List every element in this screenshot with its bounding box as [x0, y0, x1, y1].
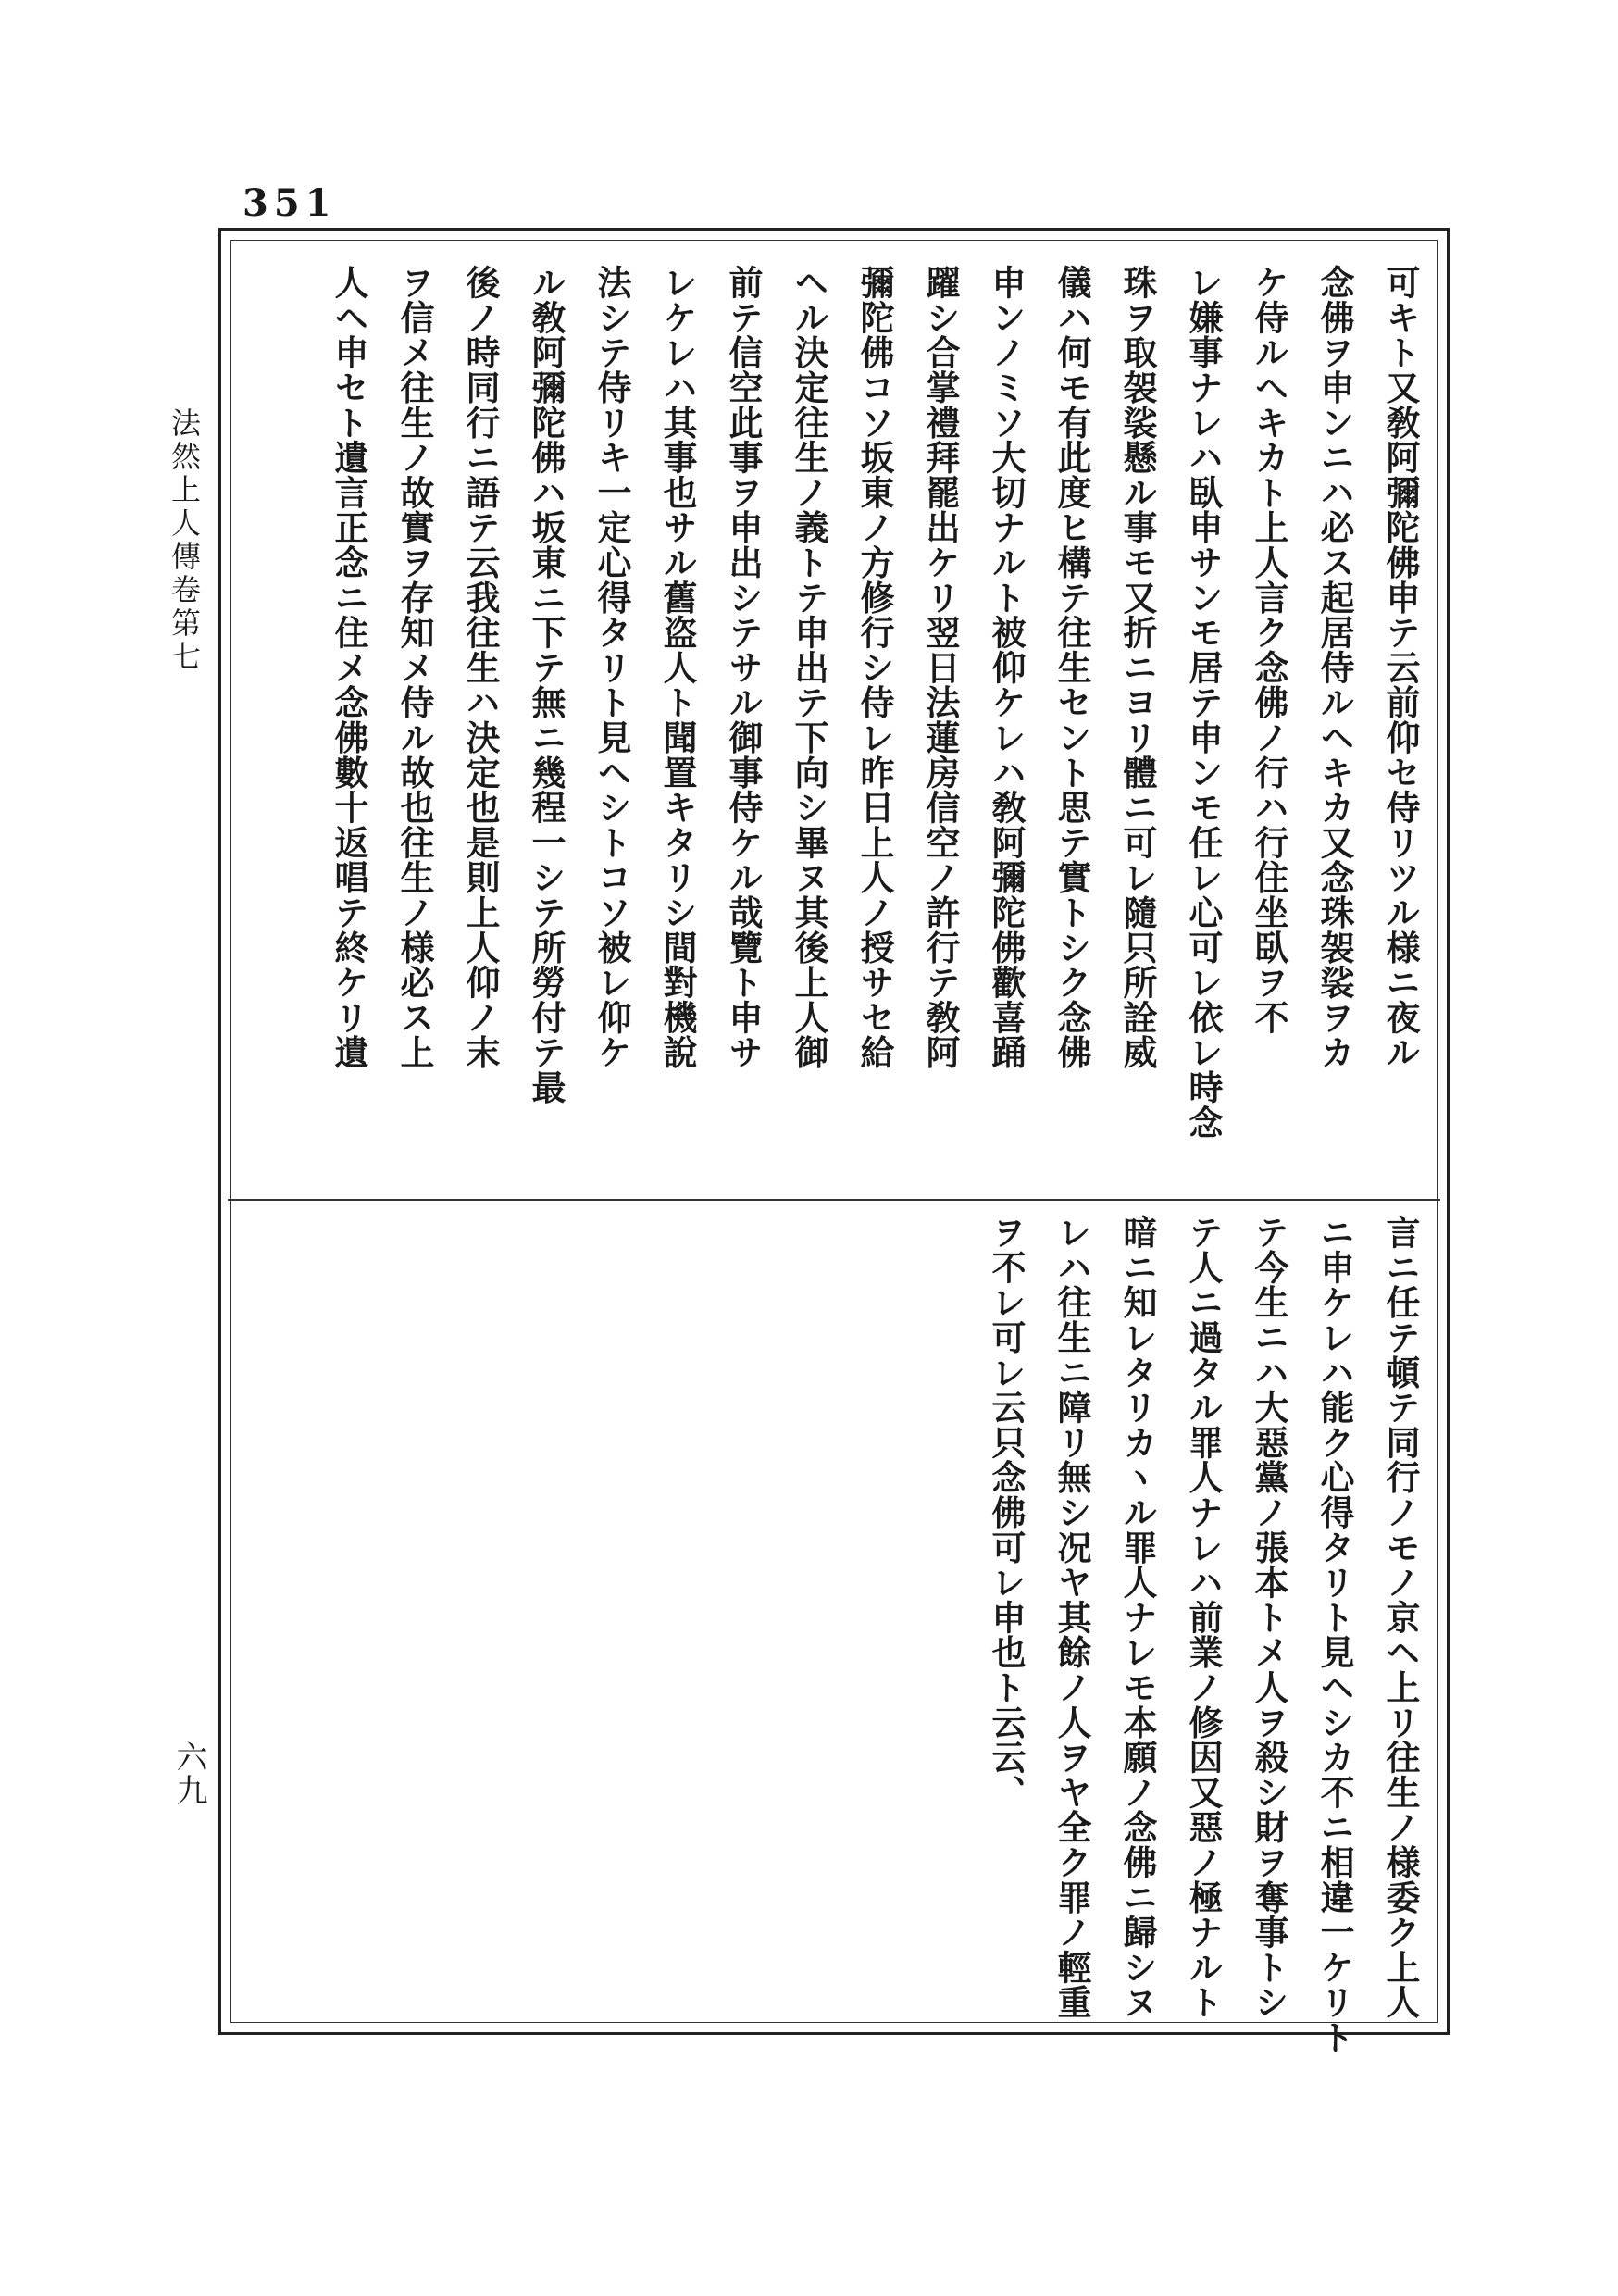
text-column: 言ニ任テ頓テ同行ノモノ京ヘ上リ往生ノ様委ク上人	[1380, 1215, 1421, 2020]
text-column: ニ申ケレハ能ク心得タリト見ヘシカ不ニ相違一ケリト	[1314, 1215, 1355, 2055]
text-column: テ人ニ過タル罪人ナレハ前業ノ修因又惡ノ極ナルト	[1183, 1215, 1224, 2020]
folio-number: 六九	[170, 1741, 207, 1807]
text-column: ケ侍ルヘキカト上人言ク念佛ノ行ハ行住坐臥ヲ不	[1249, 265, 1289, 1035]
upper-text-block	[239, 265, 1433, 1181]
text-column: ヲ信メ往生ノ故實ヲ存知メ侍ル故也往生ノ様必ス上	[394, 265, 435, 1070]
text-column: 彌陀佛コソ坂東ノ方修行シ侍レ昨日上人ノ授サセ給	[854, 265, 895, 1070]
text-column: 可キト又敎阿彌陀佛申テ云前仰セ侍リツル様ニ夜ル	[1380, 265, 1421, 1070]
text-column: 法シテ侍リキ一定心得タリト見ヘシトコソ被レ仰ケ	[591, 265, 632, 1070]
text-column: レケレハ其事也サル舊盗人ト聞置キタリシ間對機說	[657, 265, 698, 1070]
text-column: 前テ信空此事ヲ申出シテサル御事侍ケル哉覽ト申サ	[723, 265, 764, 1070]
text-column: 儀ハ何モ有此度ヒ構テ往生セント思テ實トシク念佛	[1052, 265, 1092, 1070]
text-column: ル敎阿彌陀佛ハ坂東ニ下テ無ニ幾程一シテ所勞付テ最	[526, 265, 566, 1105]
lower-text-block	[952, 1215, 1433, 2055]
text-column: ヲ不レ可レ云只念佛可レ申也ト云云、	[986, 1215, 1027, 1810]
text-column: 珠ヲ取袈裟懸ル事モ又折ニヨリ體ニ可レ隨只所詮威	[1117, 265, 1158, 1070]
running-title: 法然上人傳卷第七	[167, 407, 202, 674]
page-number: 351	[243, 181, 337, 225]
text-column: レ嫌事ナレハ臥申サンモ居テ申ンモ任レ心可レ依レ時念	[1183, 265, 1224, 1140]
text-column: 申ンノミソ大切ナルト被仰ケレハ敎阿彌陀佛歡喜踊	[986, 265, 1027, 1070]
text-column: 人ヘ申セト遺言正念ニ住メ念佛數十返唱テ終ケリ遺	[329, 265, 369, 1070]
text-column: 暗ニ知レタリカヽル罪人ナレモ本願ノ念佛ニ歸シヌ	[1117, 1215, 1158, 2020]
text-column: レハ往生ニ障リ無シ况ヤ其餘ノ人ヲヤ全ク罪ノ輕重	[1052, 1215, 1092, 2020]
text-column: 念佛ヲ申ンニハ必ス起居侍ルヘキカ又念珠袈裟ヲカ	[1314, 265, 1355, 1070]
text-column: 後ノ時同行ニ語テ云我往生ハ決定也是則上人仰ノ末	[460, 265, 501, 1070]
text-column: テ今生ニハ大惡黨ノ張本トメ人ヲ殺シ財ヲ奪事トシ	[1249, 1215, 1289, 2020]
section-divider	[228, 1199, 1440, 1201]
text-column: ヘル決定往生ノ義トテ申出テ下向シ畢ヌ其後上人御	[789, 265, 829, 1070]
text-column: 躍シ合掌禮拜罷出ケリ翌日法蓮房信空ノ許行テ敎阿	[920, 265, 961, 1070]
